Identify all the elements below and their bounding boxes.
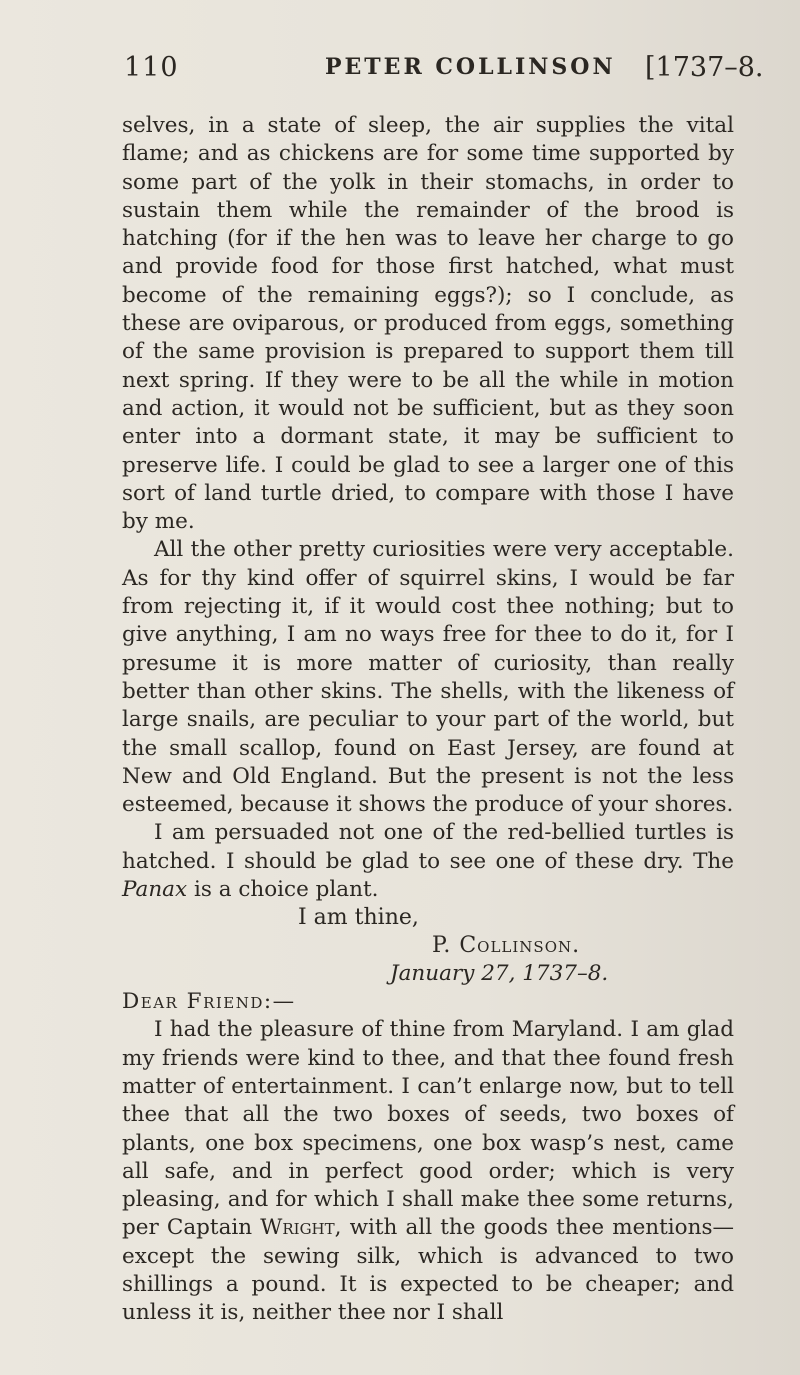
paragraph-text: , with all the goods thee mentions—except the sewing silk, which is advanced to two shillings a pound. It is expected to be cheaper; and unless it is, neither thee nor I shall: [122, 1215, 734, 1326]
letter-salutation: Dear Friend:—: [122, 989, 296, 1015]
paragraph: [122, 1016, 734, 1327]
running-head: PETER COLLINSON: [325, 54, 616, 80]
paragraph: All the other pretty curiosities were very acceptable. As for thy kind offer of squirrel skins, I would be far from rejecting it, if it would cost thee nothing; but to give anything, I am no ways free for thee to do it, for I presume it is more matter of curiosity, than really better than other skins. The shells, with the likeness of large snails, are peculiar to your part of the world, but the small scallop, found on East Jersey, are found at New and Old England. But the present is not the less esteemed, because it shows the produce of your shores.: [122, 537, 734, 818]
year-range: [1737–8.: [645, 52, 764, 83]
paragraph: selves, in a state of sleep, the air supplies the vital flame; and as chickens are for some time supported by some part of the yolk in their stomachs, in order to sustain them while the remainder of the brood is hatching (for if the hen was to leave her charge to go and provide food for those first hatched, what must become of the remaining eggs?); so I conclude, as these are oviparous, or produced from eggs, something of the same provision is prepared to support them till next spring. If they were to be all the while in motion and action, it would not be sufficient, but as they soon enter into a dormant state, it may be sufficient to preserve life. I could be glad to see a larger one of this sort of land turtle dried, to compare with those I have by me.: [122, 113, 734, 535]
paragraph: [122, 819, 734, 904]
paragraph-text: is a choice plant.: [187, 877, 379, 903]
page-body: [122, 112, 734, 1328]
italic-plant-name: Panax: [122, 877, 188, 903]
letter-signature: P. Collinson.: [432, 933, 581, 959]
paragraph-text: I had the pleasure of thine from Maryland. I am glad my friends were kind to thee, and that thee found fresh matter of entertainment. I can’t enlarge now, but to tell thee that all the two boxes of seeds, two boxes of plants, one box specimens, one box wasp’s nest, came all safe, and in perfect good order; which is very pleasing, and for which I shall make thee some returns, per Captain: [122, 1017, 734, 1241]
paragraph-text: I am persuaded not one of the red-bellied turtles is hatched. I should be glad to see one of these dry. The: [122, 820, 734, 874]
captain-name: Wright: [260, 1215, 335, 1241]
letter-closing: I am thine,: [298, 905, 419, 931]
page-number: 110: [124, 52, 179, 83]
letter-dateline: January 27, 1737–8.: [390, 961, 609, 987]
page-header: [0, 52, 800, 92]
